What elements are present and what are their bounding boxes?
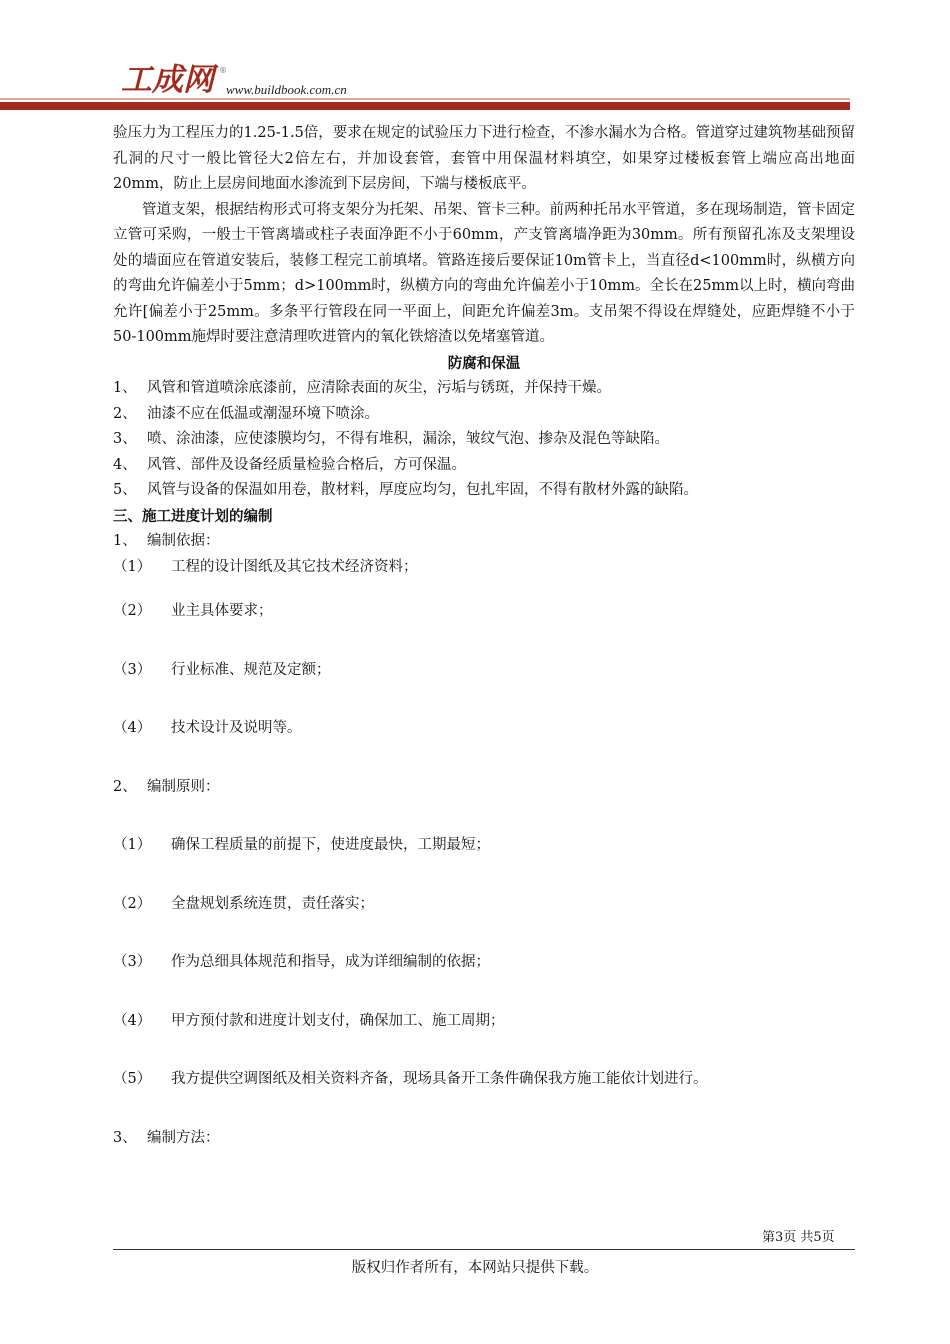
page-header <box>0 0 950 112</box>
copyright-notice: 版权归作者所有，本网站只提供下载。 <box>351 1260 599 1276</box>
site-logo[interactable]: 工成网 <box>121 62 214 98</box>
subsection-principle: 2、 编制原则： <box>113 778 220 795</box>
paragraph-pipe-supports: 管道支架，根据结构形式可将支架分为托架、吊架、管卡三种。前两种托吊水平管道，多在现场制造，管卡固定立管可采购，一般士干管离墙或柱子表面净距不小于60mm，产支管离墙净距为30mm。所有预留孔冻及支架埋设处的墙面应在管道安装后，装修工程完工前填堵。管路连接后要保证10m管卡上，当直径d<100mm时，纵横方向的弯曲允许偏差小于5mm；d>100mm时，纵横方向的弯曲允许偏差小于10mm。全长在25mm以上时，横向弯曲允许[偏差小于25mm。多条平行管段在同一平面上，间距允许偏差3m。支吊架不得设在焊缝处，应距焊缝不小于50-100mm施焊时要注意清理吹进管内的氧化铁熔渣以免堵塞管道。 <box>113 201 855 345</box>
header-divider-bar <box>0 102 850 110</box>
list-item: （4） 甲方预付款和进度计划支付，确保加工、施工周期； <box>113 1012 505 1029</box>
list-item: （2） 业主具体要求； <box>113 603 273 619</box>
list-item: 3、 喷、涂油漆，应使漆膜均匀，不得有堆积，漏涂，皱纹气泡、掺杂及混色等缺陷。 <box>113 431 669 447</box>
subsection-basis: 1、 编制依据： <box>113 533 220 549</box>
header-divider-thin <box>0 98 850 100</box>
list-item: 2、 油漆不应在低温或潮湿环境下喷涂。 <box>113 405 379 422</box>
page-number: 第3页 共5页 <box>762 1230 835 1245</box>
list-item: （4） 技术设计及说明等。 <box>113 720 302 736</box>
list-item: （3） 行业标准、规范及定额； <box>113 661 331 678</box>
list-item: （1） 工程的设计图纸及其它技术经济资料； <box>113 558 418 575</box>
section-title-anticorrosion: 防腐和保温 <box>447 354 521 372</box>
footer-divider <box>113 1249 855 1250</box>
subsection-method: 3、 编制方法： <box>113 1129 220 1146</box>
document-body <box>113 121 855 1151</box>
list-item: （5） 我方提供空调图纸及相关资料齐备，现场具备开工条件确保我方施工能依计划进行。 <box>113 1071 708 1087</box>
list-item: 1、 风管和管道喷涂底漆前，应清除表面的灰尘，污垢与锈斑，并保持干燥。 <box>113 380 611 396</box>
list-item: （2） 全盘规划系统连贯，责任落实； <box>113 895 374 912</box>
chapter-title-schedule: 三、施工进度计划的编制 <box>113 507 273 525</box>
list-item: 5、 风管与设备的保温如用卷，散材料，厚度应均匀，包扎牢固，不得有散材外露的缺陷。 <box>113 482 698 498</box>
list-item: 4、 风管、部件及设备经质量检验合格后，方可保温。 <box>113 456 466 473</box>
paragraph-pressure-test: 验压力为工程压力的1.25-1.5倍，要求在规定的试验压力下进行检查，不渗水漏水为合格。管道穿过建筑物基础预留孔洞的尺寸一般比管径大2倍左右，并加设套管，套管中用保温材料填空，如果穿过楼板套管上端应高出地面20mm，防止上层房间地面水渗流到下层房间，下端与楼板底平。 <box>113 125 855 192</box>
list-item: （1） 确保工程质量的前提下，使进度最快，工期最短； <box>113 837 490 853</box>
list-item: （3） 作为总细具体规范和指导，成为详细编制的依据； <box>113 954 490 970</box>
site-url[interactable]: www.buildbook.com.cn <box>226 82 347 97</box>
registered-mark: ® <box>219 66 227 75</box>
